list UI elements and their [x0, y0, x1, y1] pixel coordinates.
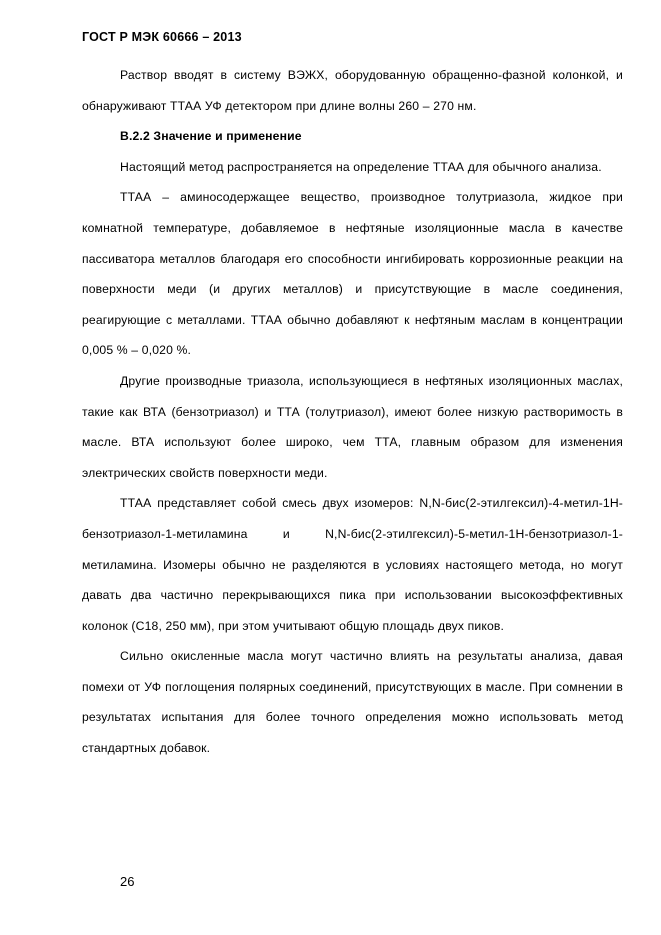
paragraph-other-triazoles: Другие производные триазола, использующиеся в нефтяных изоляционных маслах, такие как ВТА (бензотриазол) и ТТА (толутриазол), имеют более низкую растворимость в масле. ВТА используют более широко, чем ТТА, главным образом для изменения электрических свойств поверхности меди.: [82, 373, 623, 480]
page-number: 26: [120, 874, 135, 889]
paragraph-hplc-intro: Раствор вводят в систему ВЭЖХ, оборудованную обращенно-фазной колонкой, и обнаруживают ТТАА УФ детектором при длине волны 260 – 270 нм.: [82, 68, 623, 113]
document-body: [82, 60, 623, 764]
section-heading: B.2.2 Значение и применение: [120, 129, 302, 144]
paragraph-isomers: ТТАА представляет собой смесь двух изомеров: N,N-бис(2-этилгексил)-4-метил-1Н-бензотриазол-1-метиламина и N,N-бис(2-этилгексил)-5-метил-1Н-бензотриазол-1-метиламина. Изомеры обычно не разделяются в условиях настоящего метода, но могут давать два частично перекрывающихся пика при использовании высокоэффективных колонок (С18, 250 мм), при этом учитывают общую площадь двух пиков.: [82, 496, 623, 633]
standard-header: ГОСТ Р МЭК 60666 – 2013: [82, 30, 242, 44]
paragraph-oxidized-oils: Сильно окисленные масла могут частично влиять на результаты анализа, давая помехи от УФ поглощения полярных соединений, присутствующих в масле. При сомнении в результатах испытания для более точного определения можно использовать метод стандартных добавок.: [82, 649, 623, 756]
paragraph-scope: Настоящий метод распространяется на определение ТТАА для обычного анализа.: [120, 159, 602, 174]
paragraph-ttaa-description: ТТАА – аминосодержащее вещество, производное толутриазола, жидкое при комнатной температуре, добавляемое в нефтяные изоляционные масла в качестве пассиватора металлов благодаря его способности ингибировать коррозионные реакции на поверхности меди (и других металлов) и присутствующие в масле соединения, реагирующие с металлами. ТТАА обычно добавляют к нефтяным маслам в концентрации 0,005 % – 0,020 %.: [82, 190, 623, 358]
